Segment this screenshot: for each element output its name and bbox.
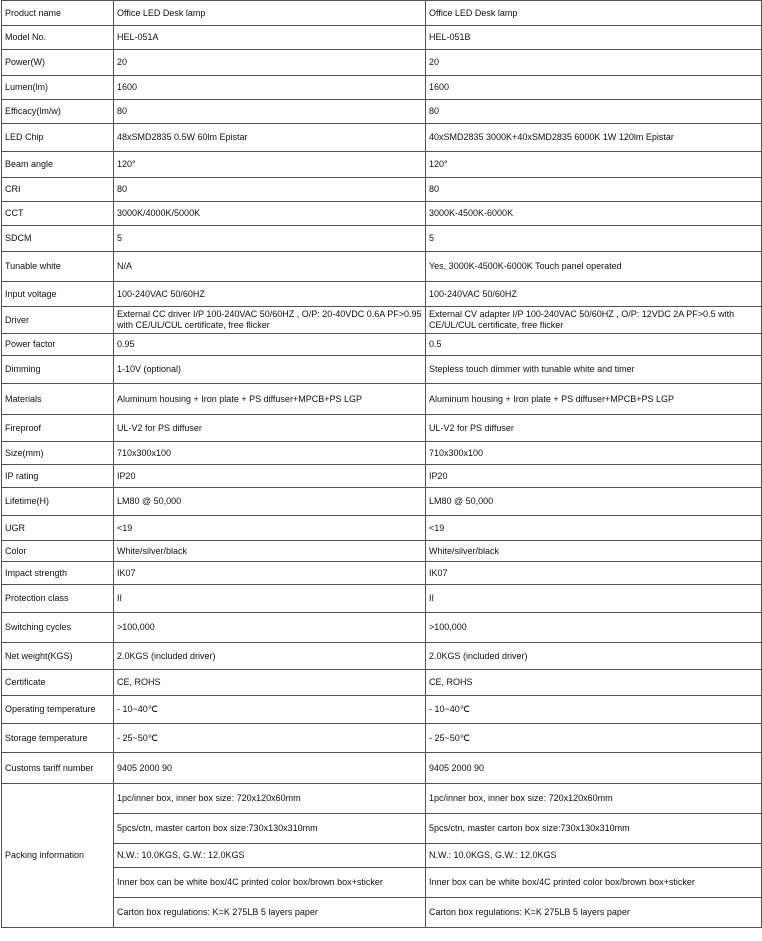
row-label: Storage temperature: [2, 724, 114, 753]
cell-model-b: 710x300x100: [426, 442, 762, 465]
row-label: CRI: [2, 178, 114, 202]
table-row: [2, 562, 762, 585]
cell-model-b: LM80 @ 50,000: [426, 488, 762, 516]
row-label: IP rating: [2, 465, 114, 488]
cell-model-b: IK07: [426, 562, 762, 585]
row-label: CCT: [2, 202, 114, 226]
cell-model-a: 80: [114, 100, 426, 124]
row-label: Net weight(KGS): [2, 643, 114, 670]
table-row: [2, 415, 762, 442]
cell-model-a: - 25~50℃: [114, 724, 426, 753]
row-label: Protection class: [2, 585, 114, 613]
table-row: [2, 696, 762, 724]
packing-cell-a: 5pcs/ctn, master carton box size:730x130x310mm: [114, 814, 426, 844]
packing-cell-a: N.W.: 10.0KGS, G.W.: 12.0KGS: [114, 844, 426, 868]
cell-model-b: HEL-051B: [426, 26, 762, 50]
table-row: [2, 356, 762, 384]
table-row: [2, 643, 762, 670]
spec-table-body: [2, 1, 762, 928]
cell-model-a: 20: [114, 50, 426, 76]
packing-cell-b: Carton box regulations: K=K 275LB 5 layers paper: [426, 898, 762, 928]
cell-model-b: Yes, 3000K-4500K-6000K Touch panel operated: [426, 252, 762, 282]
row-label: SDCM: [2, 226, 114, 252]
packing-row: [2, 784, 762, 814]
cell-model-b: 100-240VAC 50/60HZ: [426, 282, 762, 307]
cell-model-b: IP20: [426, 465, 762, 488]
table-row: [2, 100, 762, 124]
cell-model-a: CE, ROHS: [114, 670, 426, 696]
row-label: Model No.: [2, 26, 114, 50]
cell-model-b: 80: [426, 178, 762, 202]
packing-row: [2, 868, 762, 898]
table-row: [2, 670, 762, 696]
row-label: Fireproof: [2, 415, 114, 442]
row-label: Product name: [2, 1, 114, 26]
table-row: [2, 541, 762, 562]
table-row: [2, 1, 762, 26]
cell-model-a: 1-10V (optional): [114, 356, 426, 384]
cell-model-a: II: [114, 585, 426, 613]
cell-model-b: II: [426, 585, 762, 613]
cell-model-a: 2.0KGS (included driver): [114, 643, 426, 670]
table-row: [2, 76, 762, 100]
cell-model-a: >100,000: [114, 613, 426, 643]
table-row: [2, 488, 762, 516]
cell-model-a: 1600: [114, 76, 426, 100]
specification-table: [1, 0, 762, 928]
table-row: [2, 516, 762, 541]
table-row: [2, 724, 762, 753]
cell-model-a: N/A: [114, 252, 426, 282]
packing-row: [2, 844, 762, 868]
cell-model-b: 9405 2000 90: [426, 753, 762, 784]
packing-cell-b: Inner box can be white box/4C printed color box/brown box+sticker: [426, 868, 762, 898]
row-label: Impact strength: [2, 562, 114, 585]
cell-model-b: Stepless touch dimmer with tunable white and timer: [426, 356, 762, 384]
cell-model-b: White/silver/black: [426, 541, 762, 562]
cell-model-b: Office LED Desk lamp: [426, 1, 762, 26]
cell-model-b: 40xSMD2835 3000K+40xSMD2835 6000K 1W 120lm Epistar: [426, 124, 762, 152]
cell-model-a: UL-V2 for PS diffuser: [114, 415, 426, 442]
cell-model-b: 5: [426, 226, 762, 252]
packing-cell-a: Inner box can be white box/4C printed color box/brown box+sticker: [114, 868, 426, 898]
packing-cell-b: 1pc/inner box, inner box size: 720x120x60mm: [426, 784, 762, 814]
packing-cell-b: N.W.: 10.0KGS, G.W.: 12.0KGS: [426, 844, 762, 868]
cell-model-b: UL-V2 for PS diffuser: [426, 415, 762, 442]
cell-model-a: 0.95: [114, 334, 426, 356]
cell-model-a: IK07: [114, 562, 426, 585]
cell-model-b: 2.0KGS (included driver): [426, 643, 762, 670]
table-row: [2, 613, 762, 643]
table-row: [2, 465, 762, 488]
cell-model-a: 100-240VAC 50/60HZ: [114, 282, 426, 307]
packing-cell-b: 5pcs/ctn, master carton box size:730x130x310mm: [426, 814, 762, 844]
table-row: [2, 334, 762, 356]
table-row: [2, 753, 762, 784]
table-row: [2, 252, 762, 282]
cell-model-b: 1600: [426, 76, 762, 100]
row-label: Materials: [2, 384, 114, 415]
cell-model-b: CE, ROHS: [426, 670, 762, 696]
row-label: LED Chip: [2, 124, 114, 152]
row-label: Lifetime(H): [2, 488, 114, 516]
cell-model-a: IP20: [114, 465, 426, 488]
table-row: [2, 152, 762, 178]
cell-model-b: 20: [426, 50, 762, 76]
row-label: Driver: [2, 307, 114, 334]
row-label: Beam angle: [2, 152, 114, 178]
row-label: Switching cycles: [2, 613, 114, 643]
row-label: Power factor: [2, 334, 114, 356]
cell-model-a: 710x300x100: [114, 442, 426, 465]
table-row: [2, 585, 762, 613]
cell-model-a: 9405 2000 90: [114, 753, 426, 784]
cell-model-b: - 25~50℃: [426, 724, 762, 753]
cell-model-a: 5: [114, 226, 426, 252]
table-row: [2, 282, 762, 307]
cell-model-b: 120°: [426, 152, 762, 178]
row-label: Input voltage: [2, 282, 114, 307]
cell-model-a: HEL-051A: [114, 26, 426, 50]
row-label: Dimming: [2, 356, 114, 384]
table-row: [2, 226, 762, 252]
row-label: Tunable white: [2, 252, 114, 282]
row-label: Color: [2, 541, 114, 562]
cell-model-a: White/silver/black: [114, 541, 426, 562]
row-label: Power(W): [2, 50, 114, 76]
cell-model-b: - 10~40℃: [426, 696, 762, 724]
cell-model-a: 80: [114, 178, 426, 202]
table-row: [2, 384, 762, 415]
packing-label: Packing information: [2, 784, 114, 928]
cell-model-b: External CV adapter I/P 100-240VAC 50/60HZ , O/P: 12VDC 2A PF>0.5 with CE/UL/CUL certificate, free flicker: [426, 307, 762, 334]
cell-model-b: 0.5: [426, 334, 762, 356]
table-row: [2, 307, 762, 334]
packing-cell-a: 1pc/inner box, inner box size: 720x120x60mm: [114, 784, 426, 814]
cell-model-a: Office LED Desk lamp: [114, 1, 426, 26]
row-label: Operating temperature: [2, 696, 114, 724]
table-row: [2, 124, 762, 152]
cell-model-a: Aluminum housing + Iron plate + PS diffuser+MPCB+PS LGP: [114, 384, 426, 415]
cell-model-a: 120°: [114, 152, 426, 178]
cell-model-a: 3000K/4000K/5000K: [114, 202, 426, 226]
table-row: [2, 26, 762, 50]
table-row: [2, 202, 762, 226]
row-label: Efficacy(lm/w): [2, 100, 114, 124]
cell-model-a: 48xSMD2835 0.5W 60lm Epistar: [114, 124, 426, 152]
cell-model-b: <19: [426, 516, 762, 541]
cell-model-b: 3000K-4500K-6000K: [426, 202, 762, 226]
cell-model-b: >100,000: [426, 613, 762, 643]
packing-row: [2, 898, 762, 928]
row-label: UGR: [2, 516, 114, 541]
cell-model-a: External CC driver I/P 100-240VAC 50/60HZ , O/P: 20-40VDC 0.6A PF>0.95 with CE/UL/CUL certificate, free flicker: [114, 307, 426, 334]
table-row: [2, 50, 762, 76]
table-row: [2, 178, 762, 202]
cell-model-a: <19: [114, 516, 426, 541]
cell-model-a: - 10~40℃: [114, 696, 426, 724]
table-row: [2, 442, 762, 465]
row-label: Lumen(lm): [2, 76, 114, 100]
packing-row: [2, 814, 762, 844]
cell-model-b: Aluminum housing + Iron plate + PS diffuser+MPCB+PS LGP: [426, 384, 762, 415]
packing-cell-a: Carton box regulations: K=K 275LB 5 layers paper: [114, 898, 426, 928]
row-label: Size(mm): [2, 442, 114, 465]
row-label: Customs tariff number: [2, 753, 114, 784]
row-label: Certificate: [2, 670, 114, 696]
cell-model-a: LM80 @ 50,000: [114, 488, 426, 516]
cell-model-b: 80: [426, 100, 762, 124]
